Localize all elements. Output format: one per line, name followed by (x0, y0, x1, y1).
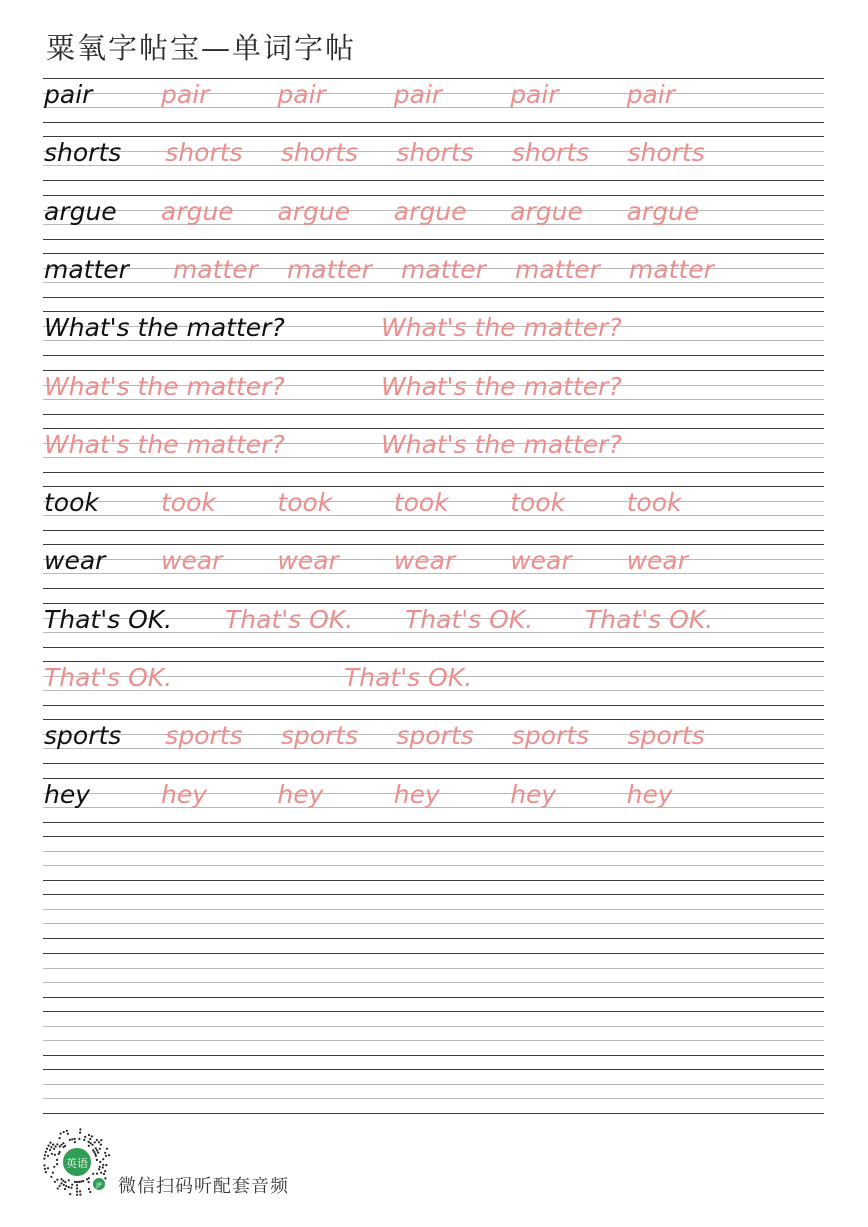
model-word: That's OK. (44, 605, 173, 634)
guide-line (43, 1069, 824, 1070)
practice-row (43, 486, 824, 530)
trace-word: hey (510, 780, 557, 809)
guide-line (43, 661, 824, 662)
qr-dot (69, 1193, 71, 1195)
practice-row (43, 544, 824, 588)
qr-dot (74, 1181, 76, 1183)
qr-dot (94, 1153, 96, 1155)
qr-dot (52, 1144, 54, 1146)
guide-line (43, 953, 824, 954)
qr-dot (88, 1134, 90, 1136)
guide-line (43, 1055, 824, 1056)
trace-word: That's OK. (44, 663, 173, 692)
qr-dot (88, 1141, 90, 1143)
model-word: pair (44, 80, 93, 109)
qr-dot (106, 1148, 108, 1150)
qr-dot (88, 1188, 90, 1190)
trace-word: What's the matter? (381, 430, 622, 459)
qr-dot (49, 1149, 51, 1151)
qr-dot (54, 1154, 56, 1156)
qr-dot (76, 1194, 78, 1196)
qr-dot (96, 1159, 98, 1161)
guide-line (43, 122, 824, 123)
trace-word: took (161, 488, 216, 517)
qr-dot (63, 1184, 65, 1186)
qr-dot (100, 1172, 102, 1174)
qr-dot (47, 1167, 49, 1169)
trace-word: took (626, 488, 682, 517)
guide-line (43, 195, 824, 196)
qr-dot (59, 1185, 61, 1187)
guide-line (43, 968, 824, 969)
qr-dot (88, 1181, 90, 1183)
qr-dot (76, 1187, 78, 1189)
qr-dot (91, 1144, 93, 1146)
qr-dot (99, 1148, 101, 1150)
qr-dot (52, 1172, 54, 1174)
qr-dot (56, 1159, 58, 1161)
qr-dot (56, 1163, 58, 1165)
model-word: argue (44, 197, 117, 226)
trace-word: argue (510, 197, 583, 226)
qr-dot (53, 1166, 55, 1168)
practice-row (43, 311, 824, 355)
qr-dot (108, 1154, 110, 1156)
trace-word: matter (400, 255, 486, 284)
practice-row (43, 603, 824, 647)
trace-word: argue (393, 197, 467, 226)
guide-line (43, 894, 824, 895)
qr-dot (67, 1133, 69, 1135)
qr-dot (55, 1145, 57, 1147)
qr-dot (76, 1181, 78, 1183)
guide-line (43, 778, 824, 779)
qr-dot (104, 1152, 106, 1154)
guide-line (43, 530, 824, 531)
qr-dot (93, 1151, 95, 1153)
qr-dot (56, 1143, 58, 1145)
guide-line (43, 865, 824, 866)
qr-dot (105, 1155, 107, 1157)
trace-word: argue (277, 197, 351, 226)
qr-dot (50, 1146, 52, 1148)
practice-row (43, 195, 824, 239)
guide-line (43, 1011, 824, 1012)
model-word: wear (44, 546, 106, 575)
trace-word: sports (280, 721, 359, 750)
qr-dot (79, 1132, 81, 1134)
qr-dot (50, 1176, 52, 1178)
trace-word: took (277, 488, 333, 517)
qr-dot (79, 1194, 81, 1196)
guide-line (43, 588, 824, 589)
blank-practice-row (43, 1011, 824, 1055)
trace-word: hey (393, 780, 440, 809)
qr-dot (83, 1139, 85, 1141)
qr-dot (46, 1148, 48, 1150)
model-word: hey (44, 780, 91, 809)
qr-dot (45, 1171, 47, 1173)
trace-word: What's the matter? (44, 430, 285, 459)
guide-line (43, 909, 824, 910)
guide-line (43, 180, 824, 181)
page-title: 粟氧字帖宝—单词字帖 (46, 31, 357, 65)
trace-word: What's the matter? (381, 313, 622, 342)
qr-corner-label: JP (96, 1182, 102, 1189)
trace-word: sports (627, 721, 705, 750)
trace-word: hey (161, 780, 208, 809)
guide-line (43, 603, 824, 604)
qr-dot (78, 1138, 80, 1140)
qr-dot (91, 1135, 93, 1137)
qr-dot (90, 1142, 92, 1144)
qr-dot (99, 1161, 101, 1163)
guide-line (43, 719, 824, 720)
qr-dot (53, 1148, 55, 1150)
qr-dot (60, 1133, 62, 1135)
qr-dot (104, 1170, 106, 1172)
qr-dot (74, 1141, 76, 1143)
qr-dot (71, 1184, 73, 1186)
guide-line (43, 851, 824, 852)
trace-word: shorts (165, 138, 243, 167)
guide-line (43, 763, 824, 764)
qr-dot (102, 1158, 104, 1160)
qr-dot (95, 1147, 97, 1149)
qr-dot (43, 1158, 45, 1160)
trace-word: wear (393, 546, 456, 575)
qr-dot (100, 1144, 102, 1146)
trace-word: matter (172, 255, 258, 284)
trace-word: wear (161, 546, 223, 575)
model-word: sports (44, 721, 122, 750)
trace-word: hey (277, 780, 324, 809)
trace-word: argue (626, 197, 700, 226)
qr-dot (100, 1139, 102, 1141)
guide-line (43, 355, 824, 356)
qr-dot (74, 1138, 76, 1140)
qr-dot (94, 1141, 96, 1143)
practice-row (43, 719, 824, 763)
trace-word: wear (510, 546, 572, 575)
qr-dot (54, 1181, 56, 1183)
qr-dot (48, 1145, 50, 1147)
qr-dot (76, 1184, 78, 1186)
blank-practice-row (43, 1069, 824, 1113)
model-word: What's the matter? (44, 313, 285, 342)
footer-caption: 微信扫码听配套音频 (118, 1176, 289, 1197)
guide-line (43, 997, 824, 998)
trace-word: shorts (511, 138, 590, 167)
qr-dot (69, 1139, 71, 1141)
qr-dot (64, 1188, 66, 1190)
qr-dot (58, 1153, 60, 1155)
trace-word: shorts (627, 138, 705, 167)
qr-dot (89, 1191, 91, 1193)
guide-line (43, 370, 824, 371)
qr-dot (98, 1141, 100, 1143)
qr-dot (59, 1137, 61, 1139)
guide-line (43, 705, 824, 706)
guide-line (43, 938, 824, 939)
qr-dot (78, 1181, 80, 1183)
trace-word: That's OK. (405, 605, 534, 634)
qr-dot (60, 1144, 62, 1146)
blank-practice-row (43, 953, 824, 997)
model-word: took (44, 488, 99, 517)
qr-dot (64, 1181, 66, 1183)
qr-dot (102, 1166, 104, 1168)
qr-dot (96, 1149, 98, 1151)
qr-dot (76, 1191, 78, 1193)
practice-row (43, 78, 824, 122)
qr-dot (82, 1180, 84, 1182)
guide-line (43, 982, 824, 983)
qr-dot (59, 1145, 61, 1147)
qr-dot (60, 1182, 62, 1184)
guide-line (43, 1113, 824, 1114)
practice-row (43, 253, 824, 297)
trace-word: matter (514, 255, 600, 284)
trace-word: took (510, 488, 566, 517)
qr-dot (44, 1154, 46, 1156)
trace-word: What's the matter? (44, 372, 285, 401)
practice-row (43, 661, 824, 705)
trace-word: sports (396, 721, 474, 750)
blank-practice-row (43, 836, 824, 880)
trace-word: pair (277, 80, 326, 109)
trace-word: sports (165, 721, 243, 750)
qr-dot (57, 1187, 59, 1189)
guide-line (43, 428, 824, 429)
qr-dot (96, 1173, 98, 1175)
qr-dot (68, 1186, 70, 1188)
guide-line (43, 1040, 824, 1041)
qr-dot (64, 1145, 66, 1147)
qr-dot (51, 1153, 53, 1155)
trace-word: pair (393, 80, 443, 109)
guide-line (43, 136, 824, 137)
qr-dot (59, 1151, 61, 1153)
trace-word: wear (626, 546, 689, 575)
qr-dot (43, 1164, 45, 1166)
trace-word: argue (161, 197, 234, 226)
qr-dot (95, 1155, 97, 1157)
guide-line (43, 1098, 824, 1099)
guide-line (43, 414, 824, 415)
guide-line (43, 1026, 824, 1027)
qr-dot (49, 1142, 51, 1144)
guide-line (43, 297, 824, 298)
qr-dot (86, 1178, 88, 1180)
qr-dot (71, 1138, 73, 1140)
qr-dot (79, 1190, 81, 1192)
qr-dot (66, 1130, 68, 1132)
qr-dot (63, 1131, 65, 1133)
qr-dot (105, 1164, 107, 1166)
qr-dot (45, 1151, 47, 1153)
trace-word: hey (626, 780, 673, 809)
practice-row (43, 428, 824, 472)
guide-line (43, 880, 824, 881)
guide-line (43, 486, 824, 487)
qr-code-icon (42, 1128, 112, 1198)
qr-dot (89, 1138, 91, 1140)
qr-dot (62, 1180, 64, 1182)
qr-dot (68, 1179, 70, 1181)
trace-word: That's OK. (225, 605, 354, 634)
trace-word: That's OK. (585, 605, 714, 634)
guide-line (43, 544, 824, 545)
qr-badge-label: 英语 (66, 1157, 88, 1170)
trace-word: pair (626, 80, 676, 109)
qr-dot (92, 1173, 94, 1175)
trace-word: took (393, 488, 449, 517)
qr-dot (104, 1177, 106, 1179)
guide-line (43, 472, 824, 473)
trace-word: shorts (396, 138, 474, 167)
trace-word: wear (277, 546, 339, 575)
qr-dot (56, 1179, 58, 1181)
qr-dot (47, 1155, 49, 1157)
trace-word: pair (161, 80, 210, 109)
qr-dot (65, 1185, 67, 1187)
trace-word: shorts (280, 138, 359, 167)
trace-word: What's the matter? (381, 372, 622, 401)
trace-word: sports (511, 721, 590, 750)
guide-line (43, 253, 824, 254)
guide-line (43, 239, 824, 240)
qr-dot (44, 1168, 46, 1170)
practice-row (43, 778, 824, 822)
qr-dot (60, 1178, 62, 1180)
trace-word: matter (286, 255, 372, 284)
blank-practice-row (43, 894, 824, 938)
guide-line (43, 822, 824, 823)
practice-row (43, 136, 824, 180)
guide-line (43, 1084, 824, 1085)
guide-line (43, 923, 824, 924)
qr-dot (97, 1152, 99, 1154)
guide-line (43, 311, 824, 312)
qr-dot (88, 1145, 90, 1147)
qr-dot (84, 1136, 86, 1138)
guide-line (43, 836, 824, 837)
qr-dot (70, 1187, 72, 1189)
qr-dot (96, 1139, 98, 1141)
model-word: shorts (44, 138, 122, 167)
guide-line (43, 647, 824, 648)
qr-dot (80, 1181, 82, 1183)
practice-row (43, 370, 824, 414)
qr-dot (99, 1166, 101, 1168)
qr-dot (79, 1128, 81, 1130)
trace-word: That's OK. (344, 663, 473, 692)
qr-dot (103, 1173, 105, 1175)
qr-dot (102, 1164, 104, 1166)
qr-dot (98, 1168, 100, 1170)
trace-word: pair (510, 80, 559, 109)
qr-dot (62, 1142, 64, 1144)
trace-word: matter (628, 255, 714, 284)
model-word: matter (44, 255, 129, 284)
guide-line (43, 78, 824, 79)
